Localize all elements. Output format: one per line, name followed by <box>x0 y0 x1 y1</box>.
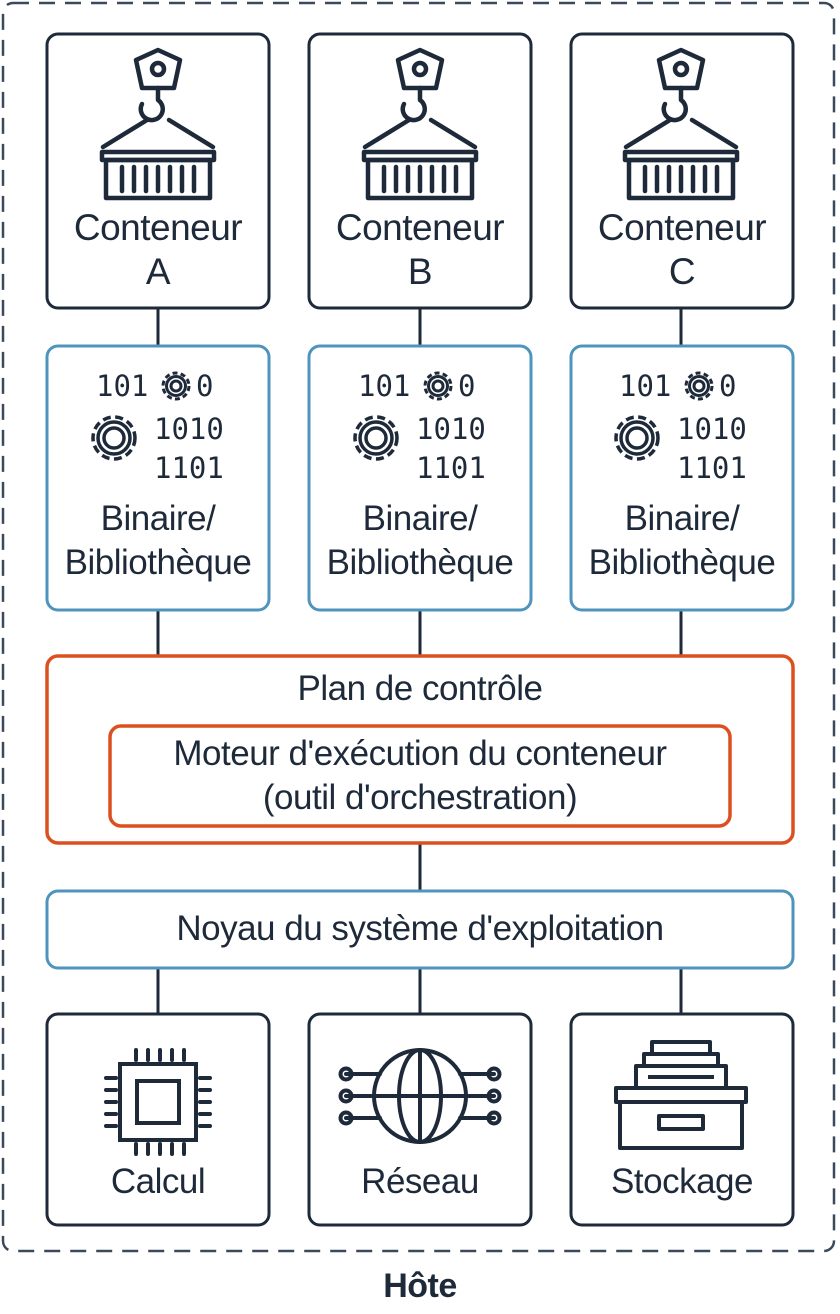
container-label-c <box>571 206 793 294</box>
container-label-a <box>47 206 269 294</box>
svg-text:1101: 1101 <box>154 451 224 485</box>
svg-text:101: 101 <box>619 369 672 403</box>
library-label-line: Bibliothèque <box>64 543 252 582</box>
binary-label-line: Binaire/ <box>624 499 740 538</box>
svg-text:0: 0 <box>458 369 476 403</box>
container-name: Conteneur <box>335 207 505 248</box>
kernel-label: Noyau du système d'exploitation <box>176 909 664 948</box>
runtime-line-1: Moteur d'exécution du conteneur <box>173 734 667 773</box>
storage-label: Stockage <box>611 1162 753 1201</box>
svg-text:0: 0 <box>719 369 737 403</box>
binary-label-c <box>571 497 793 585</box>
network-label: Réseau <box>361 1162 479 1201</box>
runtime-label <box>110 732 730 820</box>
svg-text:1101: 1101 <box>677 451 747 485</box>
control-plane-title: Plan de contrôle <box>297 669 543 708</box>
compute-label: Calcul <box>110 1162 206 1201</box>
binary-label-line: Binaire/ <box>100 499 216 538</box>
container-id: B <box>407 251 433 292</box>
library-label-line: Bibliothèque <box>326 543 514 582</box>
container-name: Conteneur <box>73 207 243 248</box>
svg-text:1010: 1010 <box>677 412 747 446</box>
svg-text:1010: 1010 <box>154 412 224 446</box>
svg-text:101: 101 <box>96 369 149 403</box>
binary-label-b <box>309 497 531 585</box>
binary-label-a <box>47 497 269 585</box>
container-id: A <box>145 251 171 292</box>
svg-text:1010: 1010 <box>416 412 486 446</box>
svg-text:1101: 1101 <box>416 451 486 485</box>
host-label: Hôte <box>383 1267 457 1305</box>
runtime-line-2: (outil d'orchestration) <box>262 778 578 817</box>
container-name: Conteneur <box>597 207 767 248</box>
svg-text:101: 101 <box>358 369 411 403</box>
container-id: C <box>668 251 696 292</box>
binary-label-line: Binaire/ <box>362 499 478 538</box>
svg-text:0: 0 <box>196 369 214 403</box>
library-label-line: Bibliothèque <box>588 543 776 582</box>
container-label-b <box>309 206 531 294</box>
